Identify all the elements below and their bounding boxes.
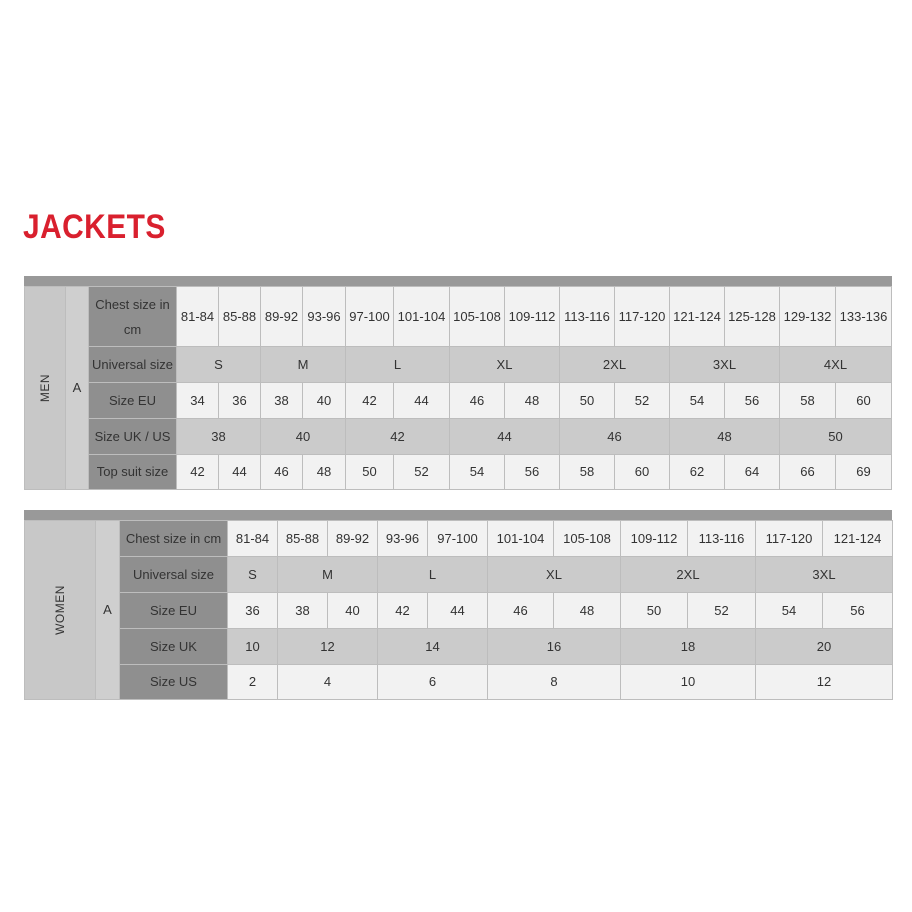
men-chest-cell: 125-128 [725,287,780,347]
women-uk-cell: 18 [621,629,756,665]
men-suit-cell: 44 [219,455,261,490]
men-suit-cell: 66 [780,455,836,490]
men-eu-cell: 52 [615,383,670,419]
men-suit-cell: 42 [177,455,219,490]
women-universal-cell: S [228,557,278,593]
men-eu-cell: 40 [303,383,346,419]
men-universal-cell: 3XL [670,347,780,383]
row-header-chest: Chest size in cm [120,521,228,557]
women-chest-cell: 105-108 [554,521,621,557]
men-eu-cell: 50 [560,383,615,419]
women-chest-cell: 101-104 [488,521,554,557]
men-table-header-bar [24,276,892,286]
row-header-universal: Universal size [89,347,177,383]
women-eu-cell: 38 [278,593,328,629]
women-chest-cell: 109-112 [621,521,688,557]
men-chest-cell: 81-84 [177,287,219,347]
women-eu-cell: 56 [823,593,893,629]
women-eu-cell: 50 [621,593,688,629]
men-suit-cell: 62 [670,455,725,490]
men-suit-cell: 58 [560,455,615,490]
row-header-size-uk: Size UK [120,629,228,665]
men-chest-cell: 93-96 [303,287,346,347]
row-header-chest: Chest size in cm [89,287,177,347]
men-eu-cell: 48 [505,383,560,419]
women-size-table [24,520,893,700]
women-chest-cell: 113-116 [688,521,756,557]
row-header-universal: Universal size [120,557,228,593]
women-universal-cell: M [278,557,378,593]
men-suit-cell: 60 [615,455,670,490]
row-header-top-suit: Top suit size [89,455,177,490]
women-chest-cell: 81-84 [228,521,278,557]
women-chest-cell: 117-120 [756,521,823,557]
women-us-cell: 12 [756,665,893,700]
women-eu-cell: 52 [688,593,756,629]
men-uk-us-cell: 48 [670,419,780,455]
men-eu-cell: 36 [219,383,261,419]
women-eu-cell: 46 [488,593,554,629]
men-chest-cell: 105-108 [450,287,505,347]
women-us-cell: 2 [228,665,278,700]
women-eu-cell: 40 [328,593,378,629]
men-chest-cell: 109-112 [505,287,560,347]
men-chest-cell: 89-92 [261,287,303,347]
men-suit-cell: 64 [725,455,780,490]
row-header-size-us: Size US [120,665,228,700]
men-chest-cell: 117-120 [615,287,670,347]
women-eu-cell: 42 [378,593,428,629]
women-universal-cell: 3XL [756,557,893,593]
women-eu-cell: 54 [756,593,823,629]
men-universal-cell: 2XL [560,347,670,383]
men-suit-cell: 50 [346,455,394,490]
women-uk-cell: 14 [378,629,488,665]
men-universal-cell: XL [450,347,560,383]
men-uk-us-cell: 50 [780,419,892,455]
women-chest-cell: 93-96 [378,521,428,557]
men-group-label: MEN [25,287,66,490]
men-chest-cell: 97-100 [346,287,394,347]
men-eu-cell: 34 [177,383,219,419]
women-uk-cell: 12 [278,629,378,665]
women-eu-cell: 44 [428,593,488,629]
women-universal-cell: 2XL [621,557,756,593]
men-suit-cell: 54 [450,455,505,490]
women-uk-cell: 10 [228,629,278,665]
men-universal-cell: L [346,347,450,383]
women-us-cell: 6 [378,665,488,700]
row-header-size-eu: Size EU [89,383,177,419]
men-size-table [24,286,892,490]
men-eu-cell: 38 [261,383,303,419]
women-universal-cell: L [378,557,488,593]
men-uk-us-cell: 44 [450,419,560,455]
men-chest-cell: 121-124 [670,287,725,347]
women-universal-cell: XL [488,557,621,593]
women-eu-cell: 36 [228,593,278,629]
women-chest-cell: 97-100 [428,521,488,557]
men-chest-cell: 101-104 [394,287,450,347]
men-universal-cell: 4XL [780,347,892,383]
men-suit-cell: 46 [261,455,303,490]
men-eu-cell: 56 [725,383,780,419]
men-suit-cell: 69 [836,455,892,490]
men-eu-cell: 58 [780,383,836,419]
men-chest-cell: 129-132 [780,287,836,347]
women-eu-cell: 48 [554,593,621,629]
row-header-size-uk-us: Size UK / US [89,419,177,455]
women-table-header-bar [24,510,892,520]
men-suit-cell: 52 [394,455,450,490]
men-eu-cell: 42 [346,383,394,419]
page-title: JACKETS [23,208,166,246]
women-chest-cell: 121-124 [823,521,893,557]
men-uk-us-cell: 46 [560,419,670,455]
men-chest-cell: 85-88 [219,287,261,347]
men-uk-us-cell: 40 [261,419,346,455]
men-suit-cell: 56 [505,455,560,490]
men-chest-cell: 133-136 [836,287,892,347]
men-eu-cell: 60 [836,383,892,419]
women-us-cell: 8 [488,665,621,700]
women-us-cell: 10 [621,665,756,700]
men-eu-cell: 44 [394,383,450,419]
women-uk-cell: 20 [756,629,893,665]
men-eu-cell: 46 [450,383,505,419]
row-header-size-eu: Size EU [120,593,228,629]
women-chest-cell: 89-92 [328,521,378,557]
women-group-label: WOMEN [25,521,96,700]
women-uk-cell: 16 [488,629,621,665]
men-chest-cell: 113-116 [560,287,615,347]
men-suit-cell: 48 [303,455,346,490]
women-fit-label: A [96,521,120,700]
men-eu-cell: 54 [670,383,725,419]
women-chest-cell: 85-88 [278,521,328,557]
men-uk-us-cell: 42 [346,419,450,455]
men-universal-cell: S [177,347,261,383]
women-us-cell: 4 [278,665,378,700]
men-uk-us-cell: 38 [177,419,261,455]
men-fit-label: A [66,287,89,490]
men-universal-cell: M [261,347,346,383]
